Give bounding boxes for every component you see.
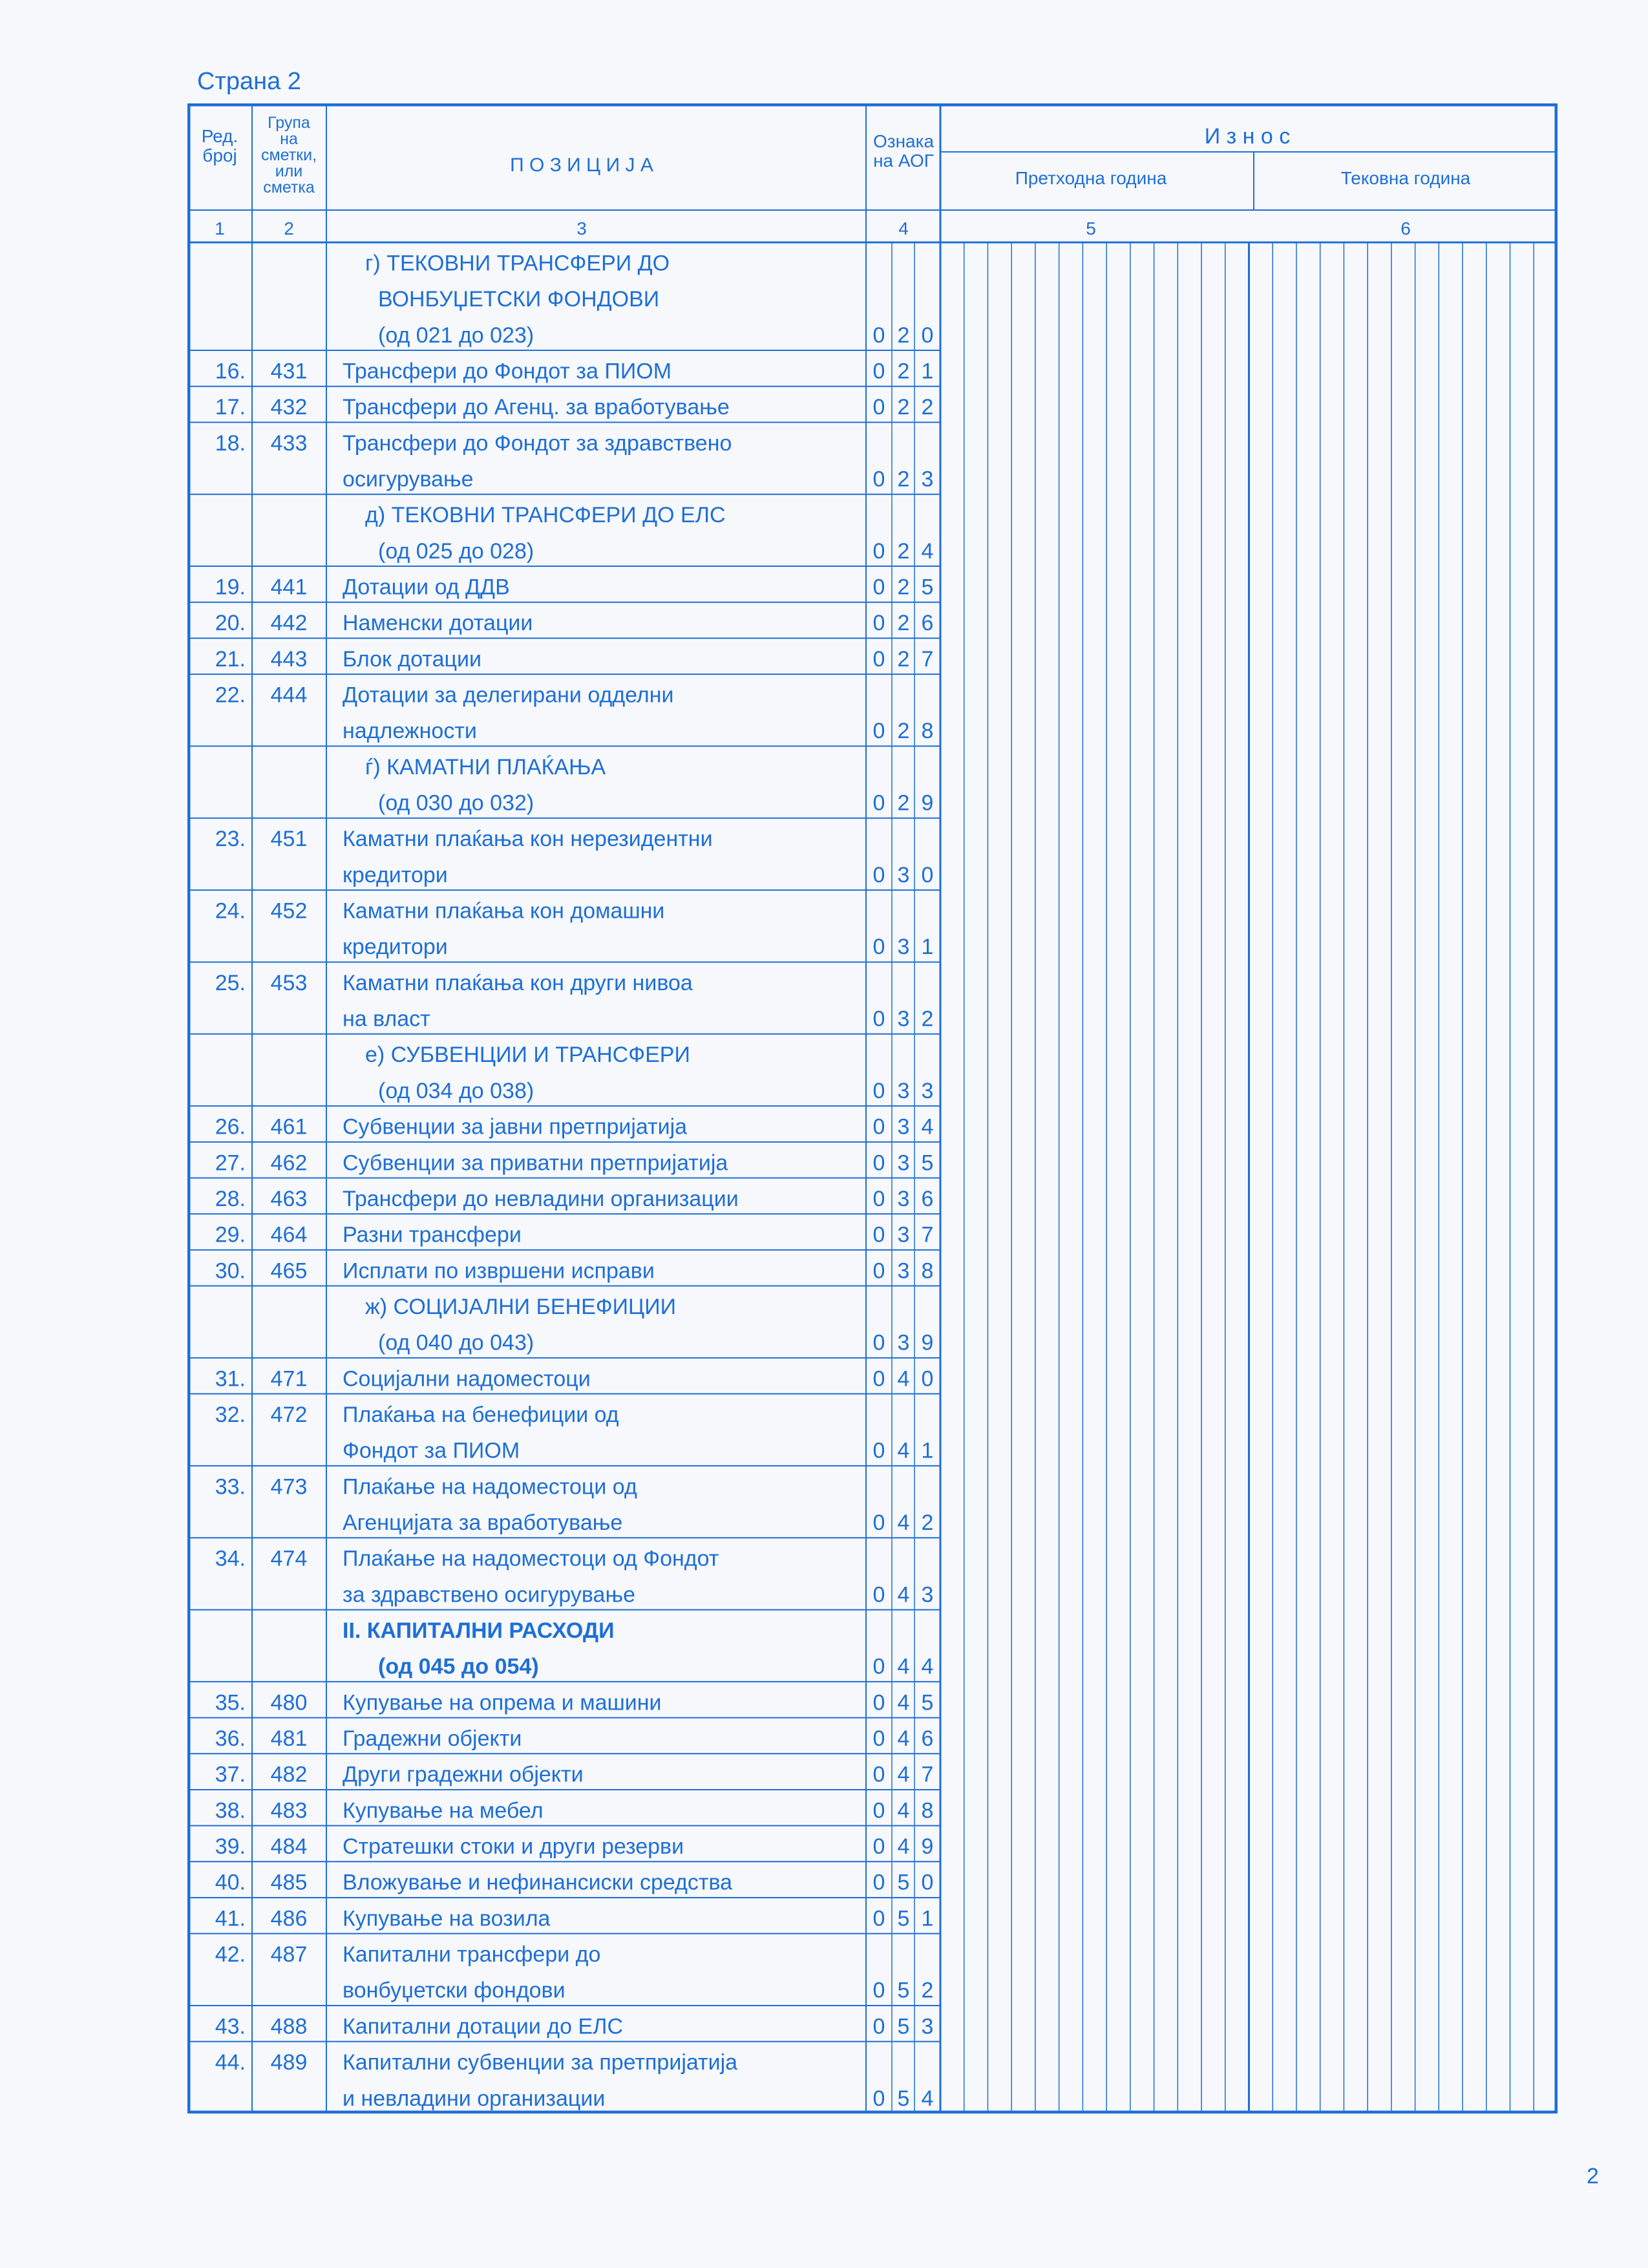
row-description: Капитални трансфери до: [343, 1942, 601, 1967]
row-number: 16.: [215, 359, 246, 384]
row-description: Купување на возила: [343, 1906, 551, 1931]
aog-digit: 3: [921, 1582, 934, 1607]
row-description: надлежности: [343, 719, 477, 744]
aog-digit: 2: [897, 646, 910, 672]
row-account: 487: [270, 1942, 308, 1967]
aog-digit: 0: [872, 1870, 885, 1895]
aog-digit: 1: [921, 1906, 934, 1931]
aog-digit: 0: [921, 1366, 934, 1392]
row-description: Трансфери до Фондот за здравствено: [343, 430, 732, 456]
aog-digit: 8: [921, 1258, 934, 1284]
header-current-year: Тековна година: [1340, 168, 1471, 188]
section-heading: ѓ) КАМАТНИ ПЛАЌАЊА: [365, 754, 606, 779]
row-number: 31.: [215, 1366, 246, 1392]
header-col-aog: Ознака: [872, 131, 935, 151]
aog-digit: 3: [897, 1222, 910, 1247]
row-number: 18.: [215, 430, 246, 456]
row-number: 35.: [215, 1690, 246, 1715]
aog-digit: 2: [897, 538, 910, 564]
row-number: 29.: [215, 1222, 246, 1247]
aog-digit: 2: [897, 467, 910, 492]
aog-digit: 0: [872, 2086, 885, 2111]
aog-digit: 0: [872, 1726, 885, 1752]
section-heading: (од 040 до 043): [378, 1330, 534, 1355]
row-description: Вложување и нефинансиски средства: [343, 1870, 733, 1895]
aog-digit: 5: [897, 1906, 910, 1931]
section-heading: (од 030 до 032): [378, 790, 534, 816]
row-description: Социјални надоместоци: [343, 1366, 591, 1392]
row-description: Разни трансфери: [343, 1222, 522, 1247]
row-description: Плаќања на бенефиции од: [343, 1402, 619, 1427]
row-description: Наменски дотации: [343, 611, 533, 636]
aog-digit: 3: [897, 1186, 910, 1211]
aog-digit: 3: [897, 1258, 910, 1284]
aog-digit: 3: [921, 467, 934, 492]
aog-digit: 4: [897, 1690, 910, 1715]
row-number: 41.: [215, 1906, 246, 1931]
header-previous-year: Претходна година: [1015, 168, 1167, 188]
aog-digit: 2: [897, 790, 910, 816]
row-account: 483: [270, 1798, 308, 1823]
aog-digit: 0: [872, 1150, 885, 1176]
aog-digit: 4: [921, 538, 934, 564]
header-col-account-group: или: [275, 162, 303, 180]
section-heading: е) СУБВЕНЦИИ И ТРАНСФЕРИ: [365, 1043, 690, 1068]
aog-digit: 7: [921, 1222, 934, 1247]
header-col-account-group: Група: [268, 114, 310, 132]
row-description: кредитори: [343, 935, 448, 960]
aog-digit: 0: [872, 359, 885, 384]
row-description: Субвенции за приватни претпријатија: [343, 1150, 728, 1176]
aog-digit: 0: [872, 790, 885, 816]
header-col-aog: на АОГ: [873, 151, 934, 171]
aog-digit: 0: [872, 575, 885, 600]
aog-digit: 2: [897, 323, 910, 348]
aog-digit: 4: [921, 2086, 934, 2111]
row-description: Градежни објекти: [343, 1726, 522, 1752]
row-description: Купување на мебел: [343, 1798, 544, 1823]
aog-digit: 6: [921, 1726, 934, 1752]
row-description: Трансфери до Агенц. за вработување: [343, 395, 730, 420]
row-account: 472: [270, 1402, 308, 1427]
aog-digit: 5: [921, 1150, 934, 1176]
aog-digit: 1: [921, 359, 934, 384]
row-description: осигурување: [343, 467, 474, 492]
header-col-number: Ред.: [201, 126, 238, 146]
row-number: 38.: [215, 1798, 246, 1823]
aog-digit: 0: [872, 935, 885, 960]
row-description: Исплати по извршени исправи: [343, 1258, 655, 1284]
header-column-number: 3: [576, 218, 587, 238]
aog-digit: 5: [897, 2086, 910, 2111]
aog-digit: 0: [872, 1798, 885, 1823]
aog-digit: 8: [921, 1798, 934, 1823]
aog-digit: 0: [872, 1366, 885, 1392]
row-description: Плаќање на надоместоци од: [343, 1474, 637, 1500]
aog-digit: 4: [897, 1438, 910, 1463]
report-form-table: [187, 103, 1558, 2114]
row-number: 21.: [215, 646, 246, 672]
aog-digit: 3: [921, 1078, 934, 1103]
row-account: 489: [270, 2050, 308, 2075]
aog-digit: 0: [921, 323, 934, 348]
aog-digit: 4: [897, 1726, 910, 1752]
aog-digit: 0: [872, 1330, 885, 1355]
aog-digit: 0: [872, 1114, 885, 1139]
row-account: 453: [270, 970, 308, 995]
aog-digit: 0: [872, 719, 885, 744]
row-account: 464: [270, 1222, 308, 1247]
row-account: 463: [270, 1186, 308, 1211]
aog-digit: 6: [921, 611, 934, 636]
aog-digit: 2: [897, 719, 910, 744]
section-heading: (од 034 до 038): [378, 1078, 534, 1103]
header-column-number: 5: [1086, 218, 1096, 238]
row-number: 32.: [215, 1402, 246, 1427]
header-col-account-group: сметка: [263, 178, 315, 196]
section-heading: д) ТЕКОВНИ ТРАНСФЕРИ ДО ЕЛС: [365, 503, 726, 528]
section-heading: ж) СОЦИЈАЛНИ БЕНЕФИЦИИ: [365, 1294, 677, 1319]
aog-digit: 4: [897, 1762, 910, 1787]
aog-digit: 2: [921, 1510, 934, 1535]
aog-digit: 0: [872, 2014, 885, 2039]
row-description: Други градежни објекти: [343, 1762, 584, 1787]
header-column-number: 6: [1400, 218, 1411, 238]
aog-digit: 3: [897, 1006, 910, 1032]
aog-digit: 3: [897, 935, 910, 960]
row-number: 19.: [215, 575, 246, 600]
aog-digit: 0: [872, 1078, 885, 1103]
aog-digit: 0: [872, 1762, 885, 1787]
aog-digit: 4: [921, 1654, 934, 1679]
row-account: 465: [270, 1258, 308, 1284]
aog-digit: 0: [872, 1690, 885, 1715]
aog-digit: 0: [872, 1510, 885, 1535]
row-description: Трансфери до невладини организации: [343, 1186, 739, 1211]
row-account: 471: [270, 1366, 308, 1392]
row-description: Субвенции за јавни претпријатија: [343, 1114, 688, 1139]
row-account: 480: [270, 1690, 308, 1715]
row-account: 442: [270, 611, 308, 636]
header-column-number: 2: [284, 218, 294, 238]
row-number: 28.: [215, 1186, 246, 1211]
row-number: 44.: [215, 2050, 246, 2075]
row-description: Купување на опрема и машини: [343, 1690, 662, 1715]
row-number: 40.: [215, 1870, 246, 1895]
row-description: Агенцијата за вработување: [343, 1510, 623, 1535]
row-number: 33.: [215, 1474, 246, 1500]
row-account: 481: [270, 1726, 308, 1752]
row-account: 462: [270, 1150, 308, 1176]
row-number: 25.: [215, 970, 246, 995]
aog-digit: 4: [897, 1582, 910, 1607]
aog-digit: 7: [921, 1762, 934, 1787]
aog-digit: 0: [872, 1222, 885, 1247]
aog-digit: 0: [872, 646, 885, 672]
row-number: 39.: [215, 1834, 246, 1860]
aog-digit: 2: [897, 359, 910, 384]
row-account: 482: [270, 1762, 308, 1787]
row-description: Капитални дотации до ЕЛС: [343, 2014, 624, 2039]
row-account: 461: [270, 1114, 308, 1139]
aog-digit: 0: [921, 1870, 934, 1895]
row-number: 17.: [215, 395, 246, 420]
row-description: Каматни плаќања кон домашни: [343, 898, 665, 924]
aog-digit: 5: [897, 1870, 910, 1895]
row-number: 27.: [215, 1150, 246, 1176]
row-number: 43.: [215, 2014, 246, 2039]
aog-digit: 7: [921, 646, 934, 672]
aog-digit: 5: [921, 575, 934, 600]
row-description: Стратешки стоки и други резерви: [343, 1834, 684, 1860]
header-col-position: П О З И Ц И Ј А: [510, 154, 653, 176]
row-account: 486: [270, 1906, 308, 1931]
row-description: Плаќање на надоместоци од Фондот: [343, 1546, 719, 1571]
row-description: за здравствено осигурување: [343, 1582, 635, 1607]
aog-digit: 4: [897, 1834, 910, 1860]
aog-digit: 3: [897, 862, 910, 887]
row-description: на власт: [343, 1006, 430, 1032]
aog-digit: 4: [921, 1114, 934, 1139]
aog-digit: 0: [872, 1186, 885, 1211]
aog-digit: 2: [897, 611, 910, 636]
aog-digit: 3: [921, 2014, 934, 2039]
aog-digit: 0: [921, 862, 934, 887]
row-account: 432: [270, 395, 308, 420]
row-description: Фондот за ПИОМ: [343, 1438, 520, 1463]
header-col-account-group: сметки,: [260, 146, 317, 164]
row-description: Трансфери до Фондот за ПИОМ: [343, 359, 672, 384]
row-number: 30.: [215, 1258, 246, 1284]
row-description: Каматни плаќања кон нерезидентни: [343, 827, 713, 852]
row-account: 441: [270, 575, 308, 600]
aog-digit: 4: [897, 1654, 910, 1679]
row-number: 34.: [215, 1546, 246, 1571]
aog-digit: 0: [872, 1258, 885, 1284]
row-description: Блок дотации: [343, 646, 481, 672]
page-number: 2: [1587, 2164, 1599, 2189]
aog-digit: 9: [921, 1834, 934, 1860]
aog-digit: 4: [897, 1366, 910, 1392]
aog-digit: 8: [921, 719, 934, 744]
header-column-number: 4: [898, 218, 909, 238]
row-description: Дотации за делегирани одделни: [343, 683, 674, 708]
row-account: 433: [270, 430, 308, 456]
header-column-number: 1: [215, 218, 225, 238]
aog-digit: 3: [897, 1078, 910, 1103]
aog-digit: 0: [872, 1006, 885, 1032]
section-heading: г) ТЕКОВНИ ТРАНСФЕРИ ДО: [365, 251, 670, 276]
section-heading: ВОНБУЏЕТСКИ ФОНДОВИ: [378, 287, 660, 312]
row-number: 24.: [215, 898, 246, 924]
row-description: Дотации од ДДВ: [343, 575, 510, 600]
section-heading: (од 025 до 028): [378, 538, 534, 564]
aog-digit: 3: [897, 1330, 910, 1355]
aog-digit: 1: [921, 935, 934, 960]
aog-digit: 0: [872, 1654, 885, 1679]
row-account: 444: [270, 683, 308, 708]
row-account: 452: [270, 898, 308, 924]
row-description: вонбуџетски фондови: [343, 1978, 565, 2003]
aog-digit: 0: [872, 323, 885, 348]
aog-digit: 2: [897, 575, 910, 600]
aog-digit: 4: [897, 1510, 910, 1535]
aog-digit: 0: [872, 538, 885, 564]
header-col-account-group: на: [280, 130, 298, 148]
row-description: кредитори: [343, 862, 448, 887]
aog-digit: 3: [897, 1150, 910, 1176]
aog-digit: 0: [872, 1582, 885, 1607]
aog-digit: 0: [872, 862, 885, 887]
aog-digit: 2: [921, 1006, 934, 1032]
row-account: 473: [270, 1474, 308, 1500]
row-description: Каматни плаќања кон други нивоа: [343, 970, 693, 995]
page-label: Страна 2: [197, 68, 301, 95]
row-account: 484: [270, 1834, 308, 1860]
row-number: 36.: [215, 1726, 246, 1752]
aog-digit: 5: [897, 1978, 910, 2003]
aog-digit: 9: [921, 1330, 934, 1355]
aog-digit: 2: [921, 395, 934, 420]
row-account: 431: [270, 359, 308, 384]
aog-digit: 5: [897, 2014, 910, 2039]
row-account: 451: [270, 827, 308, 852]
aog-digit: 1: [921, 1438, 934, 1463]
row-account: 485: [270, 1870, 308, 1895]
aog-digit: 6: [921, 1186, 934, 1211]
aog-digit: 0: [872, 395, 885, 420]
aog-digit: 0: [872, 1438, 885, 1463]
aog-digit: 0: [872, 1906, 885, 1931]
aog-digit: 0: [872, 1834, 885, 1860]
row-number: 22.: [215, 683, 246, 708]
aog-digit: 0: [872, 611, 885, 636]
row-description: Капитални субвенции за претпријатија: [343, 2050, 738, 2075]
aog-digit: 2: [897, 395, 910, 420]
row-number: 20.: [215, 611, 246, 636]
row-number: 26.: [215, 1114, 246, 1139]
aog-digit: 9: [921, 790, 934, 816]
aog-digit: 3: [897, 1114, 910, 1139]
aog-digit: 5: [921, 1690, 934, 1715]
row-account: 443: [270, 646, 308, 672]
row-account: 474: [270, 1546, 308, 1571]
header-col-number: број: [202, 145, 237, 165]
row-number: 37.: [215, 1762, 246, 1787]
aog-digit: 2: [921, 1978, 934, 2003]
aog-digit: 0: [872, 467, 885, 492]
row-account: 488: [270, 2014, 308, 2039]
aog-digit: 0: [872, 1978, 885, 2003]
header-amount: И з н о с: [1204, 124, 1291, 149]
section-heading: II. КАПИТАЛНИ РАСХОДИ: [343, 1618, 615, 1644]
row-description: и невладини организации: [343, 2086, 606, 2111]
section-heading: (од 021 до 023): [378, 323, 534, 348]
section-heading: (од 045 до 054): [378, 1654, 539, 1679]
aog-digit: 4: [897, 1798, 910, 1823]
row-number: 23.: [215, 827, 246, 852]
row-number: 42.: [215, 1942, 246, 1967]
